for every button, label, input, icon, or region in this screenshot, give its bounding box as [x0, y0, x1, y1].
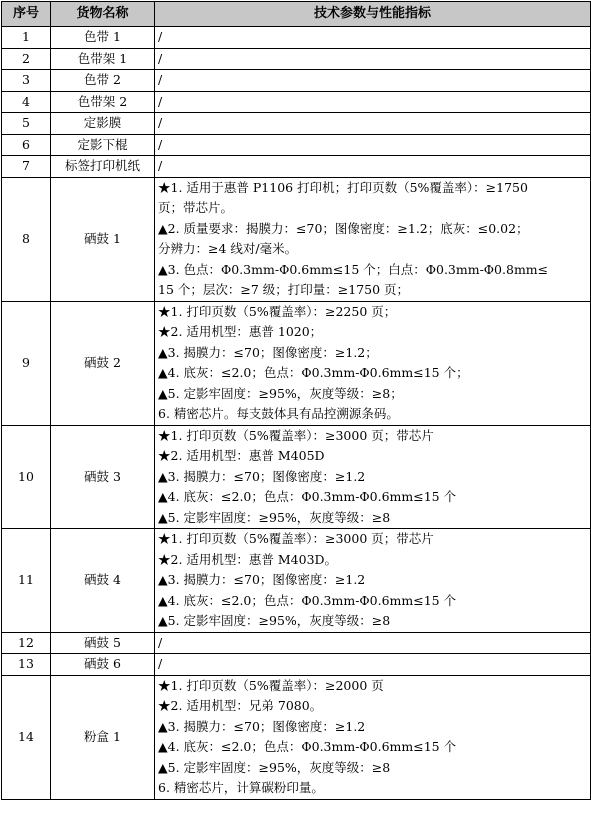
row-number: 13	[2, 654, 51, 676]
header-spec: 技术参数与性能指标	[155, 2, 591, 27]
table-body	[2, 27, 591, 800]
spec-line: /	[158, 656, 163, 671]
item-spec	[155, 654, 591, 676]
item-name: 色带 1	[51, 27, 155, 49]
item-name: 硒鼓 3	[51, 425, 155, 529]
table-row	[2, 91, 591, 113]
item-name: 粉盒 1	[51, 675, 155, 799]
table-row	[2, 156, 591, 178]
spec-line: ▲3. 揭膜力：≤70；图像密度：≥1.2	[158, 572, 366, 587]
spec-line: /	[158, 29, 163, 44]
spec-line: ▲4. 底灰：≤2.0；色点：Φ0.3mm-Φ0.6mm≤15 个	[158, 739, 457, 754]
row-number: 6	[2, 134, 51, 156]
row-number: 5	[2, 113, 51, 135]
table-row	[2, 70, 591, 92]
spec-line: ★1. 适用于惠普 P1106 打印机；打印页数（5%覆盖率）：≥1750	[158, 179, 528, 195]
spec-line: 页；带芯片。	[158, 200, 234, 215]
spec-table	[1, 1, 591, 800]
spec-line: ★1. 打印页数（5%覆盖率）：≥3000 页；带芯片	[158, 531, 434, 546]
row-number: 4	[2, 91, 51, 113]
spec-line: ★2. 适用机型：惠普 1020；	[158, 324, 323, 339]
spec-line: ★2. 适用机型：惠普 M405D	[158, 448, 325, 463]
item-name: 色带 2	[51, 70, 155, 92]
spec-line: ▲5. 定影牢固度：≥95%，灰度等级：≥8；	[158, 385, 403, 401]
row-number: 1	[2, 27, 51, 49]
item-name: 硒鼓 2	[51, 301, 155, 425]
row-number: 10	[2, 425, 51, 529]
spec-line: /	[158, 634, 163, 650]
item-spec	[155, 27, 591, 49]
table-row	[2, 113, 591, 135]
row-number: 14	[2, 675, 51, 799]
table-row	[2, 632, 591, 654]
item-name: 硒鼓 5	[51, 632, 155, 654]
row-number: 2	[2, 48, 51, 70]
table-row	[2, 675, 591, 799]
item-name: 定影膜	[51, 113, 155, 135]
spec-line: 6. 精密芯片。每支鼓体具有品控溯源条码。	[158, 406, 399, 421]
spec-line: 分辨力：≥4 线对/毫米。	[158, 241, 298, 256]
row-number: 7	[2, 156, 51, 178]
spec-line: ▲3. 色点：Φ0.3mm-Φ0.6mm≤15 个；白点：Φ0.3mm-Φ0.8mm≤	[158, 261, 549, 277]
spec-line: ▲5. 定影牢固度：≥95%，灰度等级：≥8	[158, 759, 391, 775]
spec-line: ▲5. 定影牢固度：≥95%，灰度等级：≥8	[158, 509, 391, 525]
table-row	[2, 27, 591, 49]
item-spec	[155, 301, 591, 425]
item-spec	[155, 91, 591, 113]
item-spec	[155, 675, 591, 799]
item-spec	[155, 425, 591, 529]
table-row	[2, 134, 591, 156]
spec-line: /	[158, 50, 163, 66]
table-row	[2, 529, 591, 633]
spec-line: /	[158, 72, 163, 87]
spec-line: ▲4. 底灰：≤2.0；色点：Φ0.3mm-Φ0.6mm≤15 个；	[158, 365, 469, 380]
item-spec	[155, 70, 591, 92]
item-spec	[155, 48, 591, 70]
spec-line: 6. 精密芯片，计算碳粉印量。	[158, 780, 324, 795]
item-spec	[155, 632, 591, 654]
row-number: 11	[2, 529, 51, 633]
row-number: 8	[2, 177, 51, 301]
item-spec	[155, 156, 591, 178]
item-name: 色带架 2	[51, 91, 155, 113]
row-number: 3	[2, 70, 51, 92]
spec-line: /	[158, 115, 163, 130]
row-number: 9	[2, 301, 51, 425]
row-number: 12	[2, 632, 51, 654]
spec-line: ★1. 打印页数（5%覆盖率）：≥2000 页	[158, 677, 384, 693]
header-name: 货物名称	[51, 2, 155, 27]
item-spec	[155, 529, 591, 633]
spec-line: /	[158, 136, 163, 152]
header-no: 序号	[2, 2, 51, 27]
spec-line: 15 个；层次：≥7 级；打印量：≥1750 页；	[158, 282, 410, 297]
spec-line: ★2. 适用机型：兄弟 7080。	[158, 698, 323, 713]
item-name: 硒鼓 6	[51, 654, 155, 676]
spec-line: /	[158, 158, 163, 173]
spec-line: ▲3. 揭膜力：≤70；图像密度：≥1.2；	[158, 344, 378, 360]
spec-line: ★2. 适用机型：惠普 M403D。	[158, 551, 338, 567]
spec-line: ▲4. 底灰：≤2.0；色点：Φ0.3mm-Φ0.6mm≤15 个	[158, 592, 457, 608]
table-header-row	[2, 2, 591, 27]
item-name: 硒鼓 1	[51, 177, 155, 301]
spec-line: ▲3. 揭膜力：≤70；图像密度：≥1.2	[158, 718, 366, 734]
table-row	[2, 48, 591, 70]
spec-line: ▲4. 底灰：≤2.0；色点：Φ0.3mm-Φ0.6mm≤15 个	[158, 489, 457, 504]
item-spec	[155, 177, 591, 301]
spec-line: ▲5. 定影牢固度：≥95%，灰度等级：≥8	[158, 613, 391, 628]
table-row	[2, 177, 591, 301]
spec-line: ▲3. 揭膜力：≤70；图像密度：≥1.2	[158, 468, 366, 484]
item-spec	[155, 134, 591, 156]
item-spec	[155, 113, 591, 135]
item-name: 硒鼓 4	[51, 529, 155, 633]
item-name: 色带架 1	[51, 48, 155, 70]
spec-line: /	[158, 93, 163, 109]
spec-line: ★1. 打印页数（5%覆盖率）：≥3000 页；带芯片	[158, 427, 434, 443]
table-row	[2, 654, 591, 676]
table-row	[2, 425, 591, 529]
table-row	[2, 301, 591, 425]
spec-line: ★1. 打印页数（5%覆盖率）：≥2250 页；	[158, 303, 397, 319]
spec-line: ▲2. 质量要求：揭膜力：≤70；图像密度：≥1.2；底灰：≤0.02；	[158, 220, 529, 236]
item-name: 标签打印机纸	[51, 156, 155, 178]
item-name: 定影下棍	[51, 134, 155, 156]
